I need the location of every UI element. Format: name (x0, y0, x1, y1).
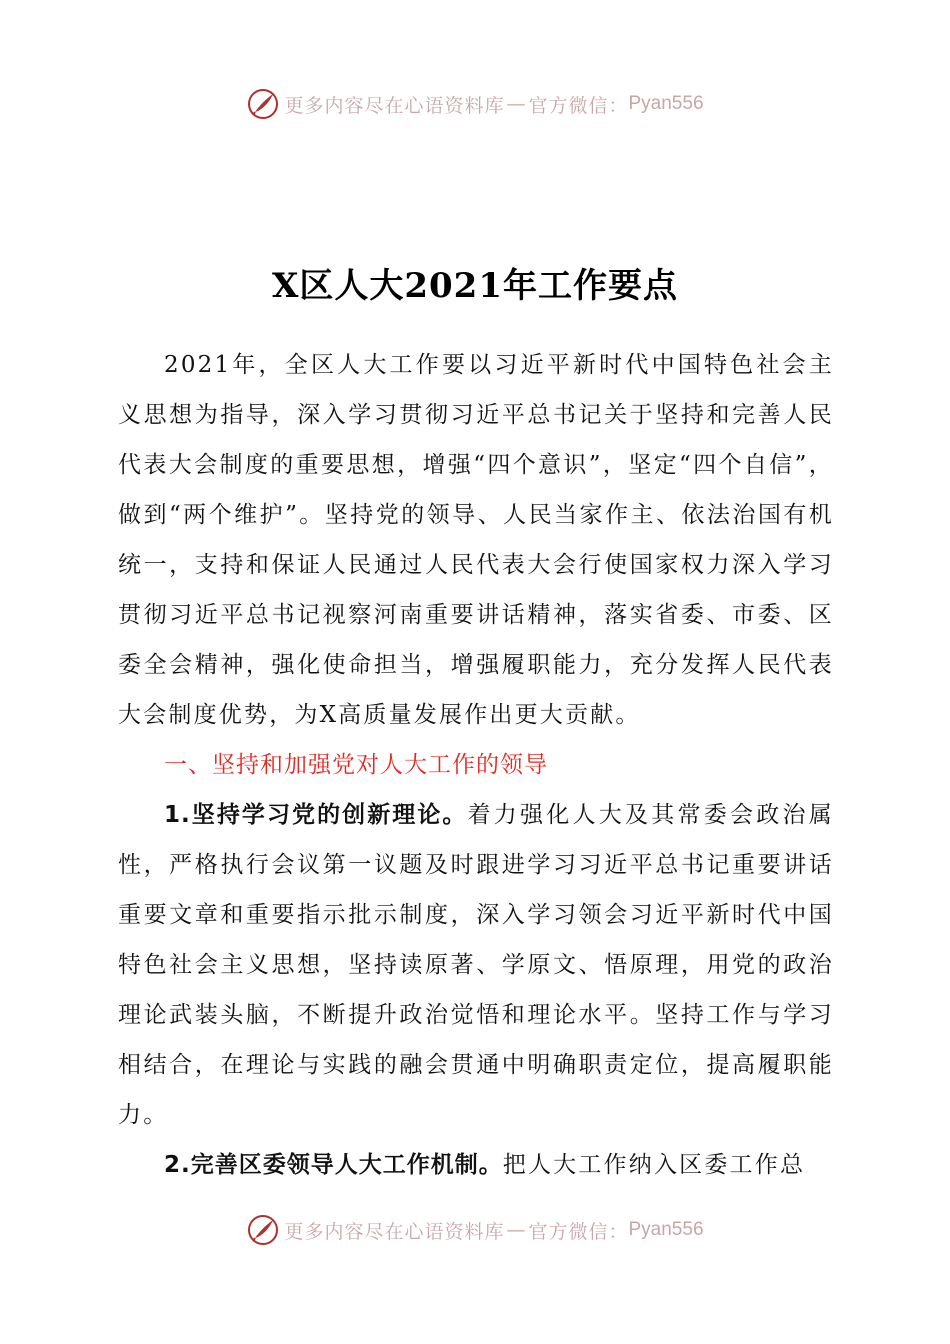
intro-paragraph: 2021年，全区人大工作要以习近平新时代中国特色社会主义思想为指导，深入学习贯彻习近平总书记关于坚持和完善人民代表大会制度的重要思想，增强“四个意识”，坚定“四个自信”，做到“两个维护”。坚持党的领导、人民当家作主、依法治国有机统一，支持和保证人民通过人民代表大会行使国家权力深入学习贯彻习近平总书记视察河南重要讲话精神，落实省委、市委、区委全会精神，强化使命担当，增强履职能力，充分发挥人民代表大会制度优势，为X高质量发展作出更大贡献。 (118, 352, 834, 728)
item-body: 着力强化人大及其常委会政治属性，严格执行会议第一议题及时跟进学习习近平总书记重要讲话重要文章和重要指示批示制度，深入学习领会习近平新时代中国特色社会主义思想，坚持读原著、学原文、悟原理，用党的政治理论武装头脑，不断提升政治觉悟和理论水平。坚持工作与学习相结合，在理论与实践的融会贯通中明确职责定位，提高履职能力。 (118, 802, 834, 1128)
header-watermark (0, 84, 950, 124)
watermark-separator: — (506, 1219, 527, 1241)
document-title: X区人大2021年工作要点 (271, 266, 678, 306)
quill-logo-icon (246, 87, 280, 121)
item-lead: 1.坚持学习党的创新理论。 (164, 802, 468, 828)
watermark-site-text: 更多内容尽在心语资料库 (284, 1220, 505, 1243)
footer-watermark (0, 1210, 950, 1250)
watermark-separator: — (506, 93, 527, 115)
item-paragraph (118, 790, 834, 1140)
watermark-label: 官方微信： (528, 1220, 629, 1243)
item-paragraph (118, 1140, 834, 1190)
watermark-wechat-id: Pyan556 (628, 1219, 704, 1240)
watermark-wechat-id: Pyan556 (628, 93, 704, 114)
item-lead: 2.完善区委领导人大工作机制。 (164, 1152, 503, 1178)
document-body (118, 340, 834, 1190)
watermark-label: 官方微信： (528, 94, 629, 117)
section-heading: 一、坚持和加强党对人大工作的领导 (164, 752, 548, 778)
item-body: 把人大工作纳入区委工作总 (502, 1152, 806, 1178)
quill-logo-icon (246, 1213, 280, 1247)
watermark-site-text: 更多内容尽在心语资料库 (284, 94, 505, 117)
